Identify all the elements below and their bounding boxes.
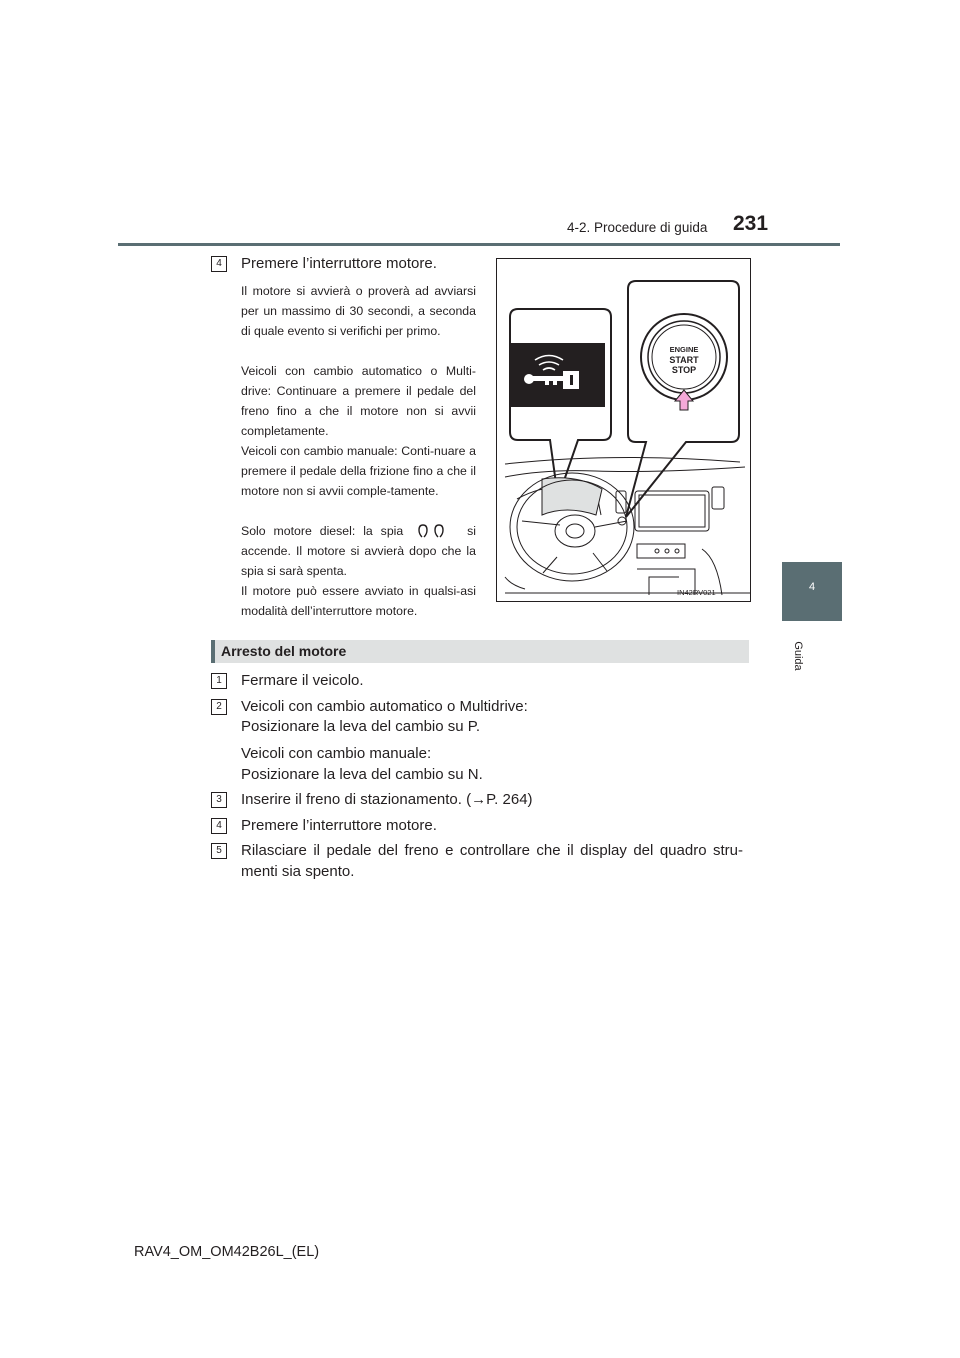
step-number-box: 5 (211, 843, 227, 859)
chapter-tab (782, 562, 842, 621)
step-text: Fermare il veicolo. (241, 672, 364, 689)
smart-key-indicator-icon (510, 343, 605, 407)
engine-start-illustration (496, 258, 751, 602)
step-text: Posizionare la leva del cambio su N. (241, 766, 483, 783)
step-text: Veicoli con cambio manuale: (241, 745, 432, 762)
step-title: Premere l’interruttore motore. (241, 255, 437, 272)
step-text: menti sia spento. (241, 863, 355, 880)
step-text: Posizionare la leva del cambio su P. (241, 718, 481, 735)
chapter-tab-number: 4 (808, 581, 816, 593)
illustration-code: IN42RV021 (677, 588, 716, 597)
paragraph: Veicoli con cambio manuale: Conti-nuare a premere il pedale della frizione fino a che il motore non si avvii comple-tamente. (241, 444, 476, 498)
step-number-box: 3 (211, 792, 227, 808)
step-number-box: 1 (211, 673, 227, 689)
button-label: START (669, 355, 699, 365)
paragraph: Solo motore diesel: la spia si accende. Il motore si avvierà dopo che la spia si sarà spenta. (241, 524, 476, 578)
paragraph: Il motore può essere avviato in qualsi-asi modalità dell’interruttore motore. (241, 584, 476, 618)
step-text: Premere l’interruttore motore. (241, 817, 437, 834)
paragraph: Il motore si avvierà o proverà ad avviarsi per un massimo di 30 secondi, a seconda di quale evento si verifichi per primo. (241, 284, 476, 338)
chapter-tab-label: Guida (792, 641, 804, 671)
step-text: Inserire il freno di stazionamento. (→P. 264) (241, 791, 533, 808)
section-title: Arresto del motore (221, 643, 347, 659)
step-number-box: 4 (211, 256, 227, 272)
section-header (211, 640, 749, 663)
dashboard-drawing (497, 259, 750, 601)
page-number: 231 (733, 212, 769, 235)
button-label: STOP (671, 365, 697, 375)
button-label: ENGINE (669, 345, 699, 354)
paragraph: Veicoli con cambio automatico o Multi-drive: Continuare a premere il pedale del freno fino a che il motore non si avvii completamente. (241, 364, 476, 438)
step-number-box: 2 (211, 699, 227, 715)
step-number-box: 4 (211, 818, 227, 834)
document-code: RAV4_OM_OM42B26L_(EL) (134, 1244, 320, 1260)
section-header-accent (211, 640, 215, 663)
header-section-title: 4-2. Procedure di guida (567, 220, 708, 235)
step-text: Veicoli con cambio automatico o Multidrive: (241, 698, 528, 715)
step-text: Rilasciare il pedale del freno e controllare che il display del quadro stru- (241, 842, 743, 859)
header-divider (118, 243, 840, 246)
glow-plug-indicator-icon (411, 523, 459, 539)
